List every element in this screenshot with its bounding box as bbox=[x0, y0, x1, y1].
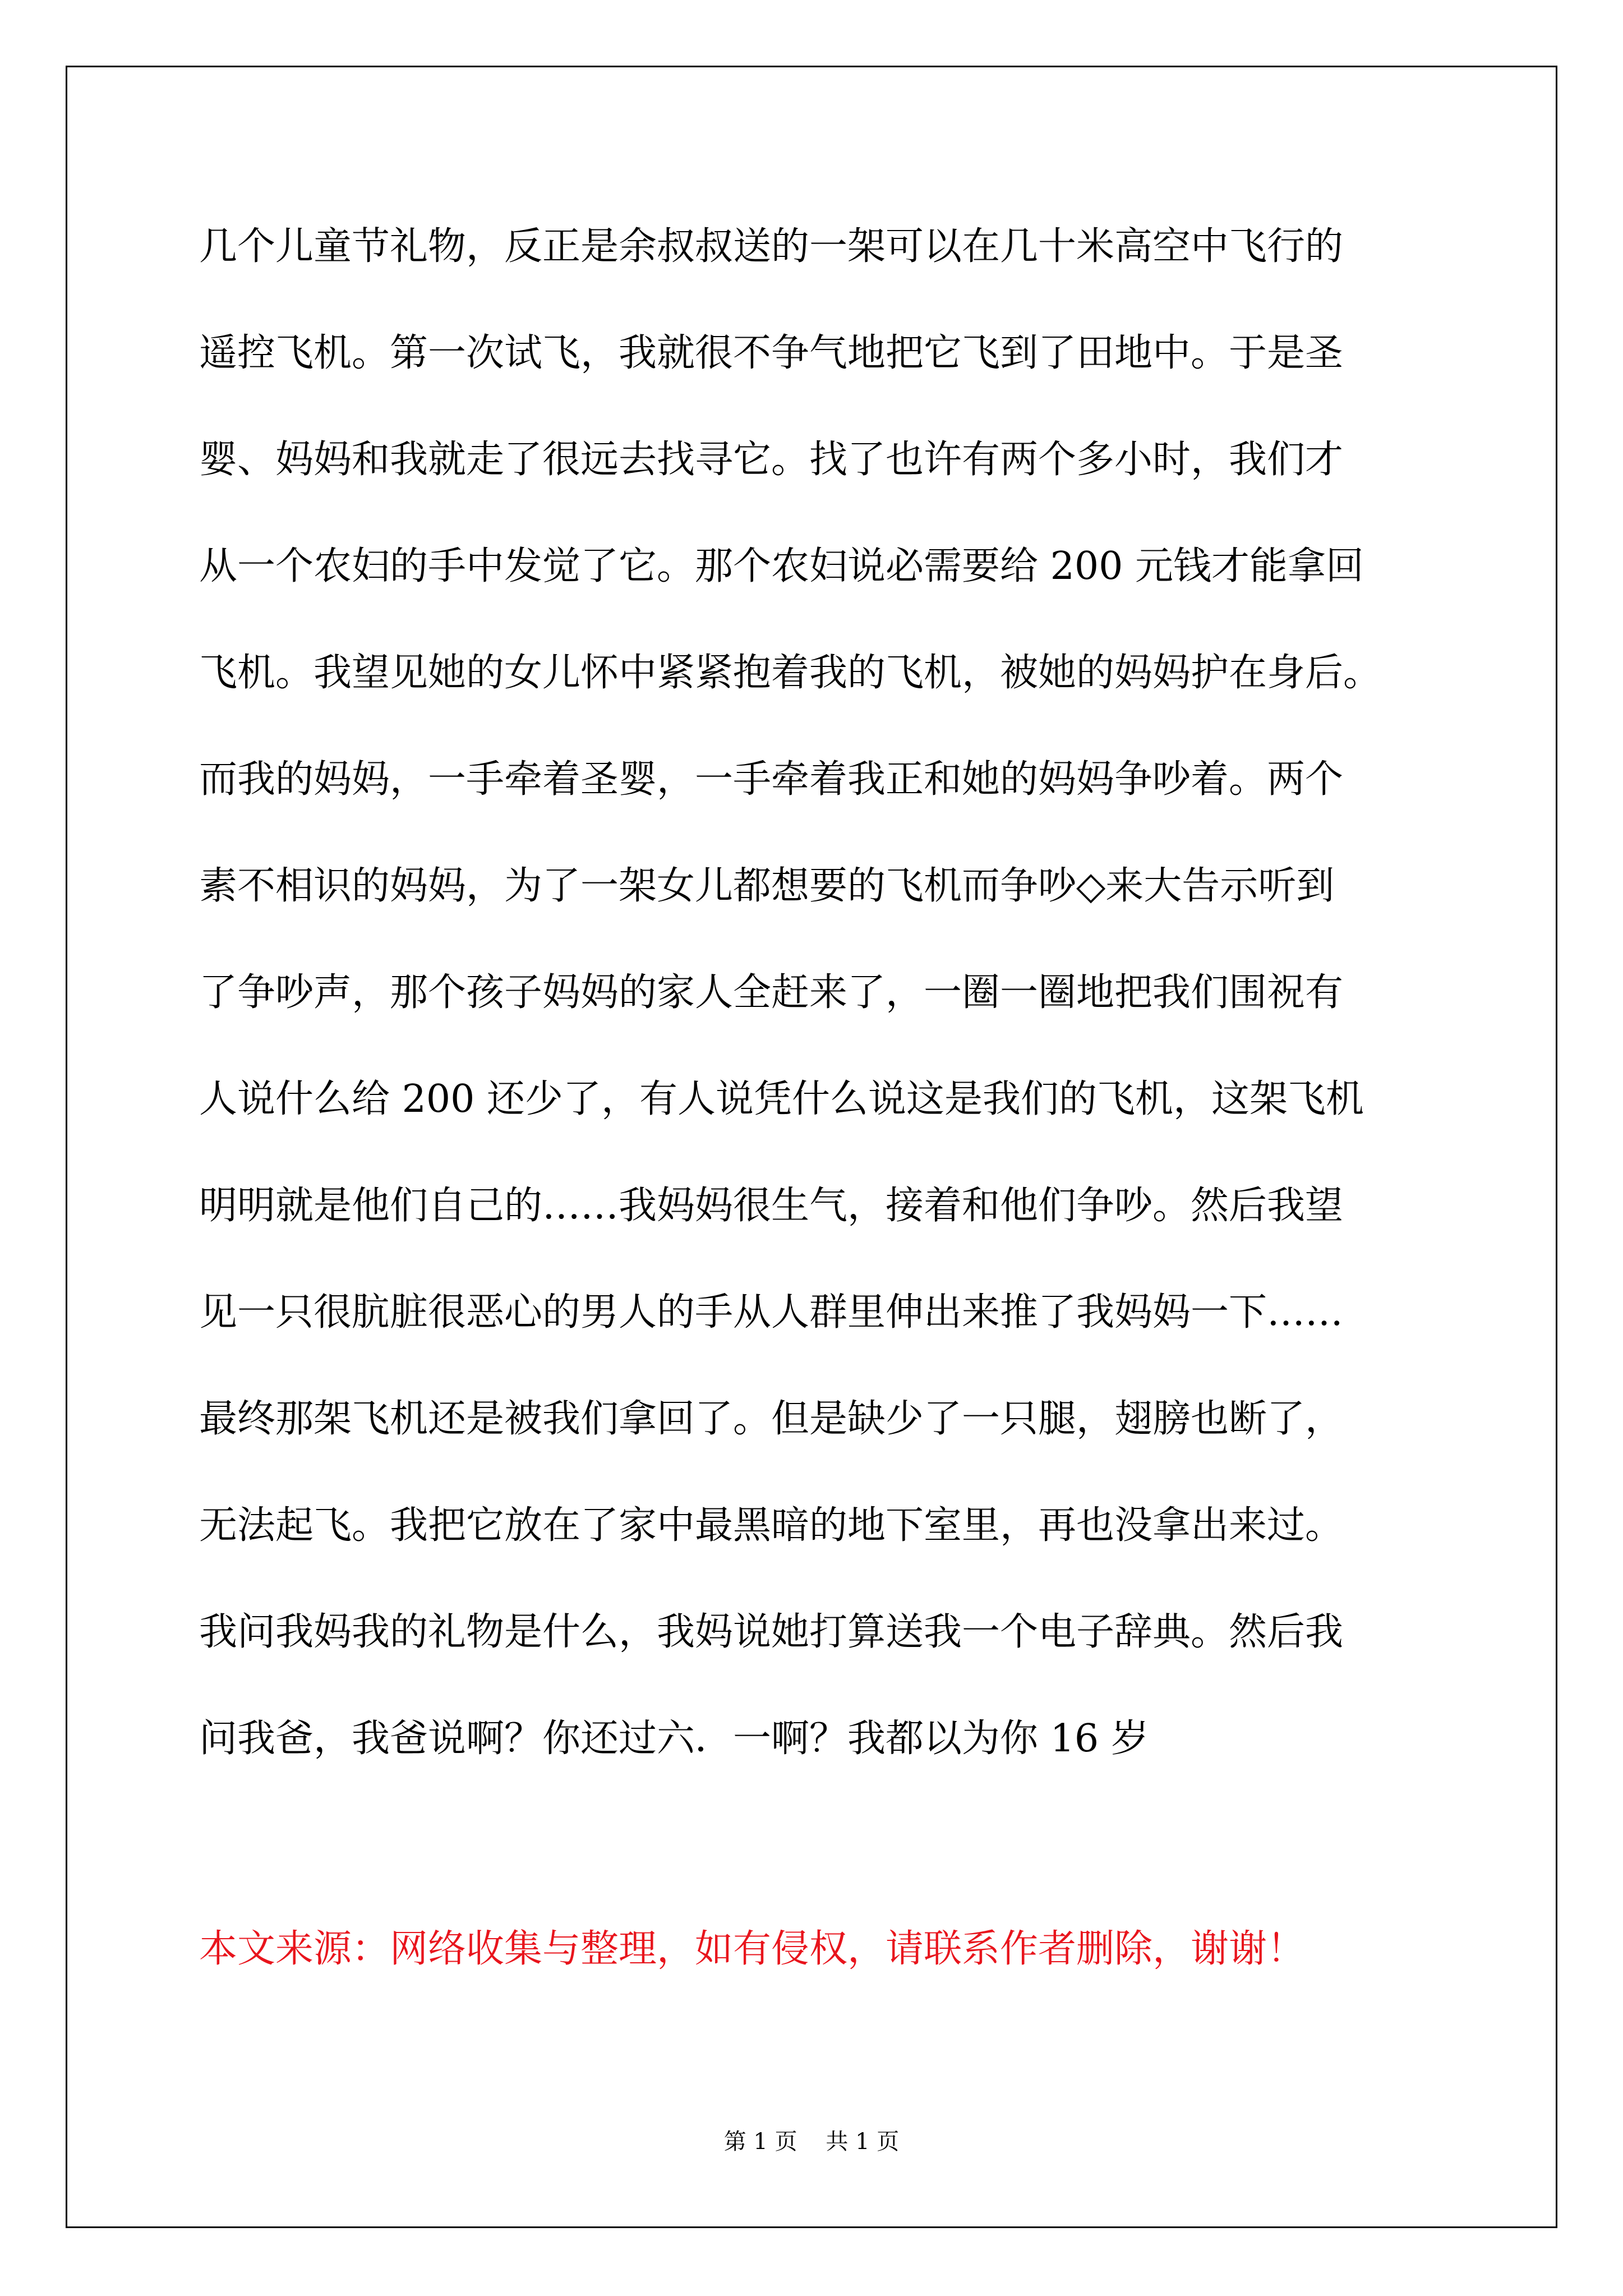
text-line: 无法起飞。我把它放在了家中最黑暗的地下室里，再也没拿出来过。 bbox=[199, 1503, 1344, 1548]
text-line: 而我的妈妈，一手牵着圣婴，一手牵着我正和她的妈妈争吵着。两个 bbox=[199, 757, 1344, 802]
text-line: 见一只很肮脏很恶心的男人的手从人群里伸出来推了我妈妈一下…… bbox=[199, 1290, 1344, 1335]
text-line: 问我爸，我爸说啊？你还过六．一啊？我都以为你 16 岁 bbox=[199, 1717, 1149, 1761]
text-line: 最终那架飞机还是被我们拿回了。但是缺少了一只腿，翅膀也断了， bbox=[199, 1397, 1344, 1441]
text-line: 从一个农妇的手中发觉了它。那个农妇说必需要给 200 元钱才能拿回 bbox=[199, 544, 1364, 588]
text-line: 婴、妈妈和我就走了很远去找寻它。找了也许有两个多小时，我们才 bbox=[199, 438, 1344, 482]
text-line: 飞机。我望见她的女儿怀中紧紧抱着我的飞机，被她的妈妈护在身后。 bbox=[199, 651, 1382, 695]
page-number-footer: 第 1 页 共 1 页 bbox=[723, 2129, 900, 2155]
source-note: 本文来源：网络收集与整理，如有侵权，请联系作者删除，谢谢！ bbox=[199, 1927, 1306, 1971]
text-line: 了争吵声，那个孩子妈妈的家人全赶来了，一圈一圈地把我们围祝有 bbox=[199, 970, 1344, 1015]
text-line: 遥控飞机。第一次试飞，我就很不争气地把它飞到了田地中。于是圣 bbox=[199, 331, 1344, 375]
text-line: 明明就是他们自己的……我妈妈很生气，接着和他们争吵。然后我望 bbox=[199, 1184, 1344, 1228]
text-line: 我问我妈我的礼物是什么，我妈说她打算送我一个电子辞典。然后我 bbox=[199, 1610, 1344, 1654]
text-line: 人说什么给 200 还少了，有人说凭什么说这是我们的飞机，这架飞机 bbox=[199, 1077, 1364, 1121]
text-line: 几个儿童节礼物，反正是余叔叔送的一架可以在几十米高空中飞行的 bbox=[199, 224, 1344, 269]
body-text bbox=[199, 216, 1489, 1815]
text-line: 素不相识的妈妈，为了一架女儿都想要的飞机而争吵◇来大告示听到 bbox=[199, 864, 1335, 908]
